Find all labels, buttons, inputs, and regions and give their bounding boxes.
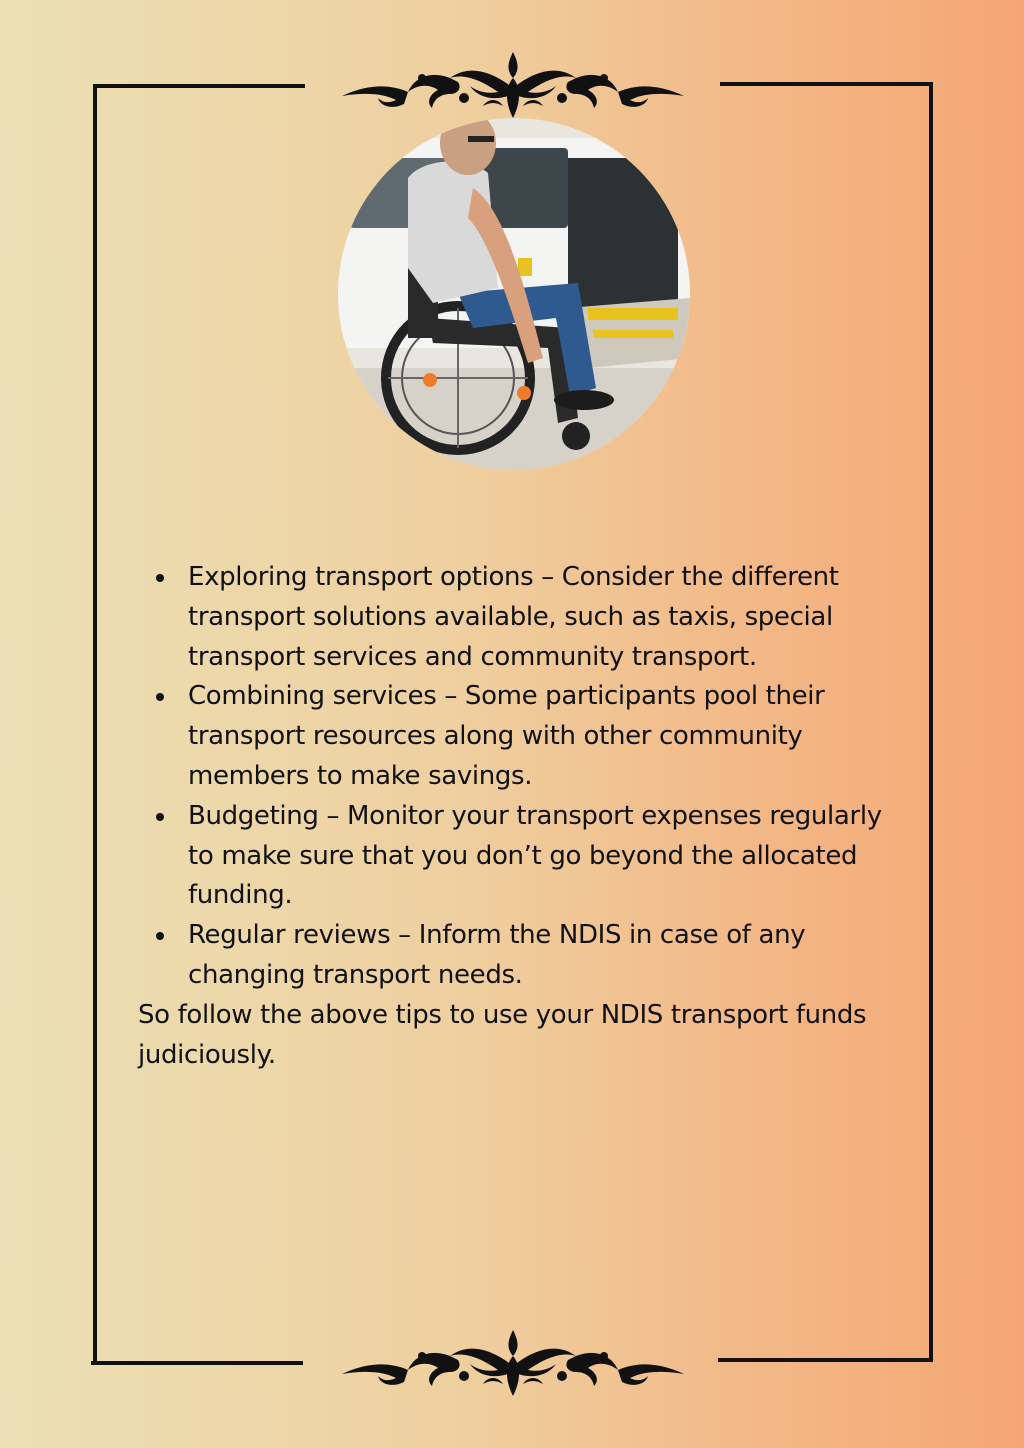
flourish-ornament-icon [338, 48, 688, 122]
flourish-ornament-icon [338, 1326, 688, 1400]
frame-left-line [93, 84, 97, 1365]
closing-paragraph: So follow the above tips to use your NDIS transport funds judiciously. [138, 999, 867, 1070]
wheelchair-user-photo [338, 118, 690, 470]
tip-item: Combining services – Some participants pool their transport resources along with other community members to make savings. [188, 677, 898, 796]
frame-top-right-line [720, 82, 933, 86]
tips-content [138, 558, 898, 1075]
tip-item: Budgeting – Monitor your transport expenses regularly to make sure that you don’t go beyond the allocated funding. [188, 797, 898, 916]
tip-item: Regular reviews – Inform the NDIS in case of any changing transport needs. [188, 916, 898, 996]
frame-right-line [929, 82, 933, 1362]
tips-list [138, 558, 898, 996]
tip-item: Exploring transport options – Consider the different transport solutions available, such as taxis, special transport services and community transport. [188, 558, 898, 677]
frame-bottom-left-line [91, 1361, 303, 1365]
frame-top-left-line [93, 84, 305, 88]
frame-bottom-right-line [718, 1358, 931, 1362]
